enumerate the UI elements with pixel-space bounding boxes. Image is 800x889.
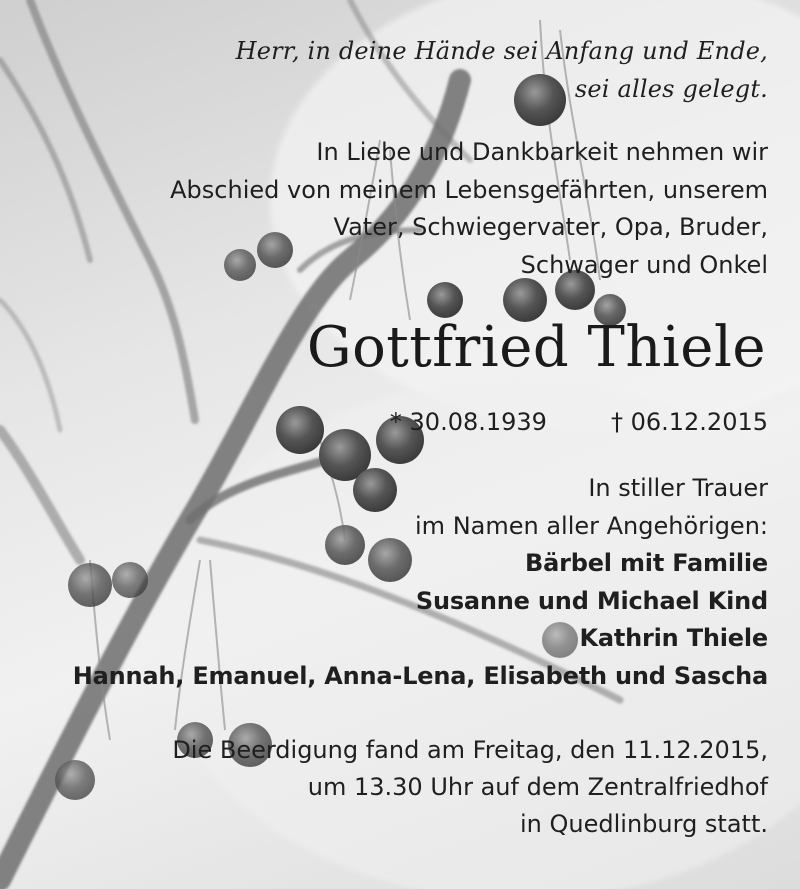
family-member: Bärbel mit Familie xyxy=(525,549,768,577)
death-date: † 06.12.2015 xyxy=(610,408,768,436)
intro-line-3: Vater, Schwiegervater, Opa, Bruder, xyxy=(333,213,768,241)
birth-date: * 30.08.1939 xyxy=(389,408,547,436)
family-list xyxy=(73,545,768,695)
intro-line-4: Schwager und Onkel xyxy=(520,250,768,279)
family-member: Susanne und Michael Kind xyxy=(415,586,768,615)
intro-line-2: Abschied von meinem Lebensgefährten, unserem xyxy=(170,175,768,204)
family-member: Kathrin Thiele xyxy=(579,624,768,652)
verse-line-1: Herr, in deine Hände sei Anfang und Ende, xyxy=(235,37,768,65)
funeral-line-2: um 13.30 Uhr auf dem Zentralfriedhof xyxy=(307,773,768,801)
mourning-line-1: In stiller Trauer xyxy=(588,474,768,502)
deceased-name: Gottfried Thiele xyxy=(306,315,766,380)
life-dates xyxy=(390,402,768,442)
family-member: Hannah, Emanuel, Anna-Lena, Elisabeth und Sascha xyxy=(72,661,768,690)
farewell-intro xyxy=(170,134,768,284)
mourning-statement xyxy=(415,470,768,545)
funeral-line-1: Die Beerdigung fand am Freitag, den 11.12.2015, xyxy=(172,736,768,764)
mourning-line-2: im Namen aller Angehörigen: xyxy=(415,511,768,540)
funeral-notice xyxy=(172,732,768,843)
funeral-line-3: in Quedlinburg statt. xyxy=(520,810,768,838)
bible-verse xyxy=(236,32,768,108)
intro-line-1: In Liebe und Dankbarkeit nehmen wir xyxy=(316,138,768,166)
verse-line-2: sei alles gelegt. xyxy=(574,75,768,103)
